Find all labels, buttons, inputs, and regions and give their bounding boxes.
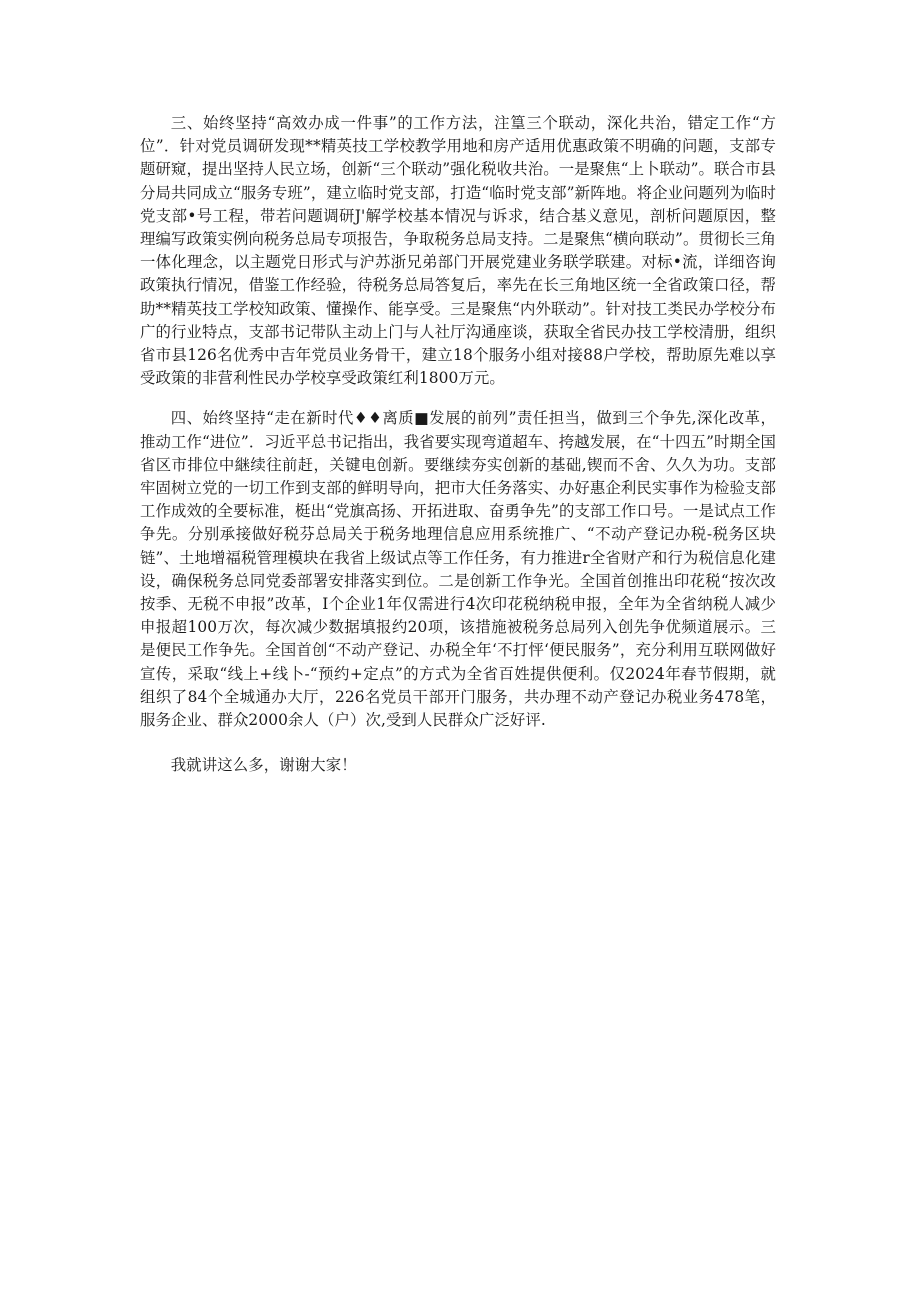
closing-remark: 我就讲这么多，谢谢大家！ bbox=[170, 756, 357, 775]
paragraph-three: 三、始终坚持“高效办成一件事”的工作方法，注篁三个联动，深化共治，错定工作“方位”．针对党员调研发现**精英技工学校教学用地和房产适用优惠政策不明确的问题，支部专题研窥，提出坚持人民立场，创新“三个联动”强化税收共治。一是聚焦“上卜联动”。联合市县分局共同成立“服务专班”，建立临时党支部，打造“临时党支部”新阵地。将企业问题列为临时党支部•号工程，带若问题调研J'解学校基本情况与诉求，结合基义意见，剖析问题原因，整理编写政策实例向税务总局专项报告，争取税务总局支持。二是聚焦“横向联动”。贯彻长三角一体化理念，以主题党日形式与沪苏浙兄弟部门开展党建业务联学联建。对标•流，详细咨询政策执行情况，借鉴工作经验，待税务总局答复后，率先在长三角地区统一全省政策口径，帮助**精英技工学校知政策、懂操作、能享受。三是聚焦“内外联动”。针对技工类民办学校分布广的行业特点，支部书记带队主动上门与人社厅沟通座谈，获取全省民办技工学校清册，组织省市县126名优秀中吉年党员业务骨干，建立18个服务小组对接88户学校，帮助原先难以享受政策的非营利性民办学校享受政策红利1800万元。 bbox=[140, 114, 777, 388]
document-page bbox=[140, 112, 776, 777]
paragraph-four: 四、始终坚持“走在新时代♦♦离质■发展的前列”责任担当，做到三个争先,深化改革，推动工作“进位”．习近平总书记指出，我省要实现弯道超车、挎越发展，在“十四五”时期全国省区市排位中継续往前赶，关键电创新。要继续夯实创新的基础,锲而不舍、久久为功。支部牢固树立党的一切工作到支部的鲜明导向，把市大任务落实、办好惠企利民实事作为检验支部工作成效的全要标准，梃出“党旗高扬、开拓进取、奋勇争先”的支部工作口号。一是试点工作争先。分别承接做好税芬总局关于税务地理信息应用系统推广、“不动产登记办税-税务区块链”、土地增福税管理模块在我省上级试点等工作任务，有力推进r全省财产和行为税信息化建设，确保税务总同党委部署安排落实到位。二是创新工作争光。全国首创推出印花税“按次改按季、无税不申报”改革，I个企业1年仅需进行4次印花税纳税申报，全年为全省纳税人减少申报超100万次，每次减少数据填报约20项，该措施被税务总局列入创先争优频道展示。三是便民工作争先。全国首创“不动产登记、办税全年‘不打怦‘便民服务”，充分利用互联网做好宣传，采取“线上+线卜-“预约+定点”的方式为全省百姓提供便利。仅2024年春节假期，就组织了84个全城通办大厅，226名党员干部开门服务，共办理不动产登记办税业务478笔，服务企业、群众2000余人（户）次,受到人民群众广泛好评. bbox=[140, 409, 777, 730]
